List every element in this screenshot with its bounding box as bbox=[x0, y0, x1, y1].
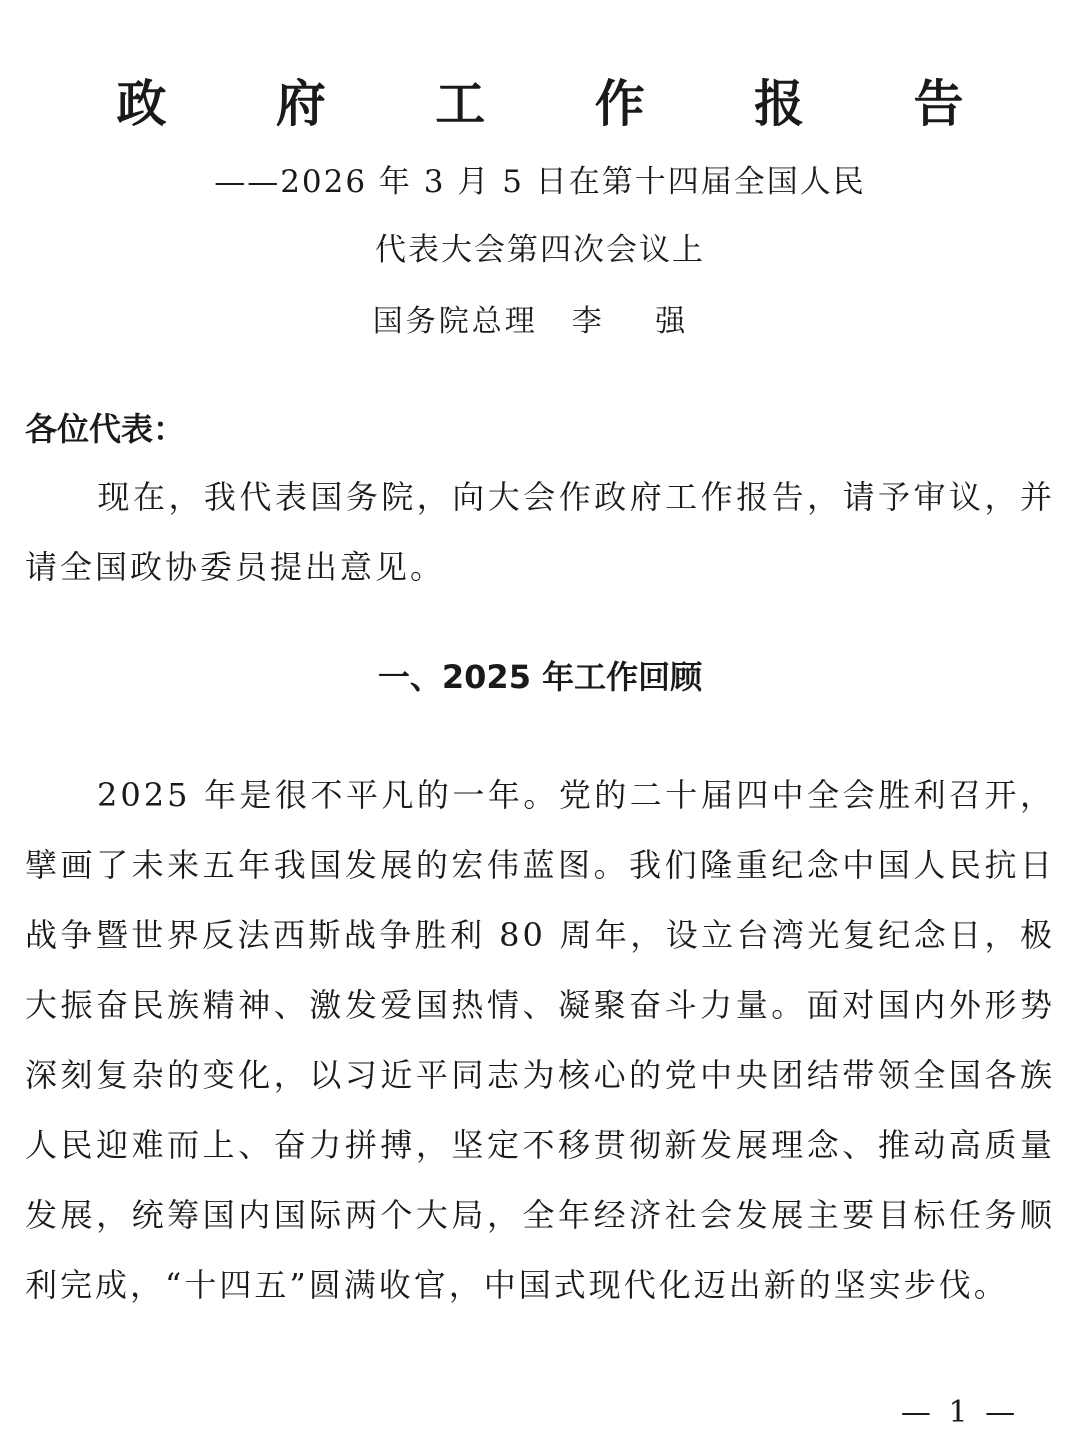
paragraph-intro-text: 现在，我代表国务院，向大会作政府工作报告，请予审议，并请全国政协委员提出意见。 bbox=[25, 478, 1055, 586]
speaker-line bbox=[0, 302, 1080, 342]
section-heading: 一、2025 年工作回顾 bbox=[377, 658, 703, 696]
paragraph-review bbox=[25, 760, 1055, 1320]
salutation: 各位代表： bbox=[25, 410, 186, 448]
speaker-title: 国务院总理 bbox=[372, 304, 538, 339]
document-subtitle-line2: 代表大会第四次会议上 bbox=[375, 232, 705, 268]
document-subtitle-line1: ——2026 年 3 月 5 日在第十四届全国人民 bbox=[214, 164, 866, 200]
page-number: — 1 — bbox=[900, 1395, 1020, 1430]
document-title: 政 府 工 作 报 告 bbox=[116, 74, 1010, 133]
speaker-name: 李 强 bbox=[571, 304, 708, 339]
paragraph-intro bbox=[25, 462, 1055, 602]
paragraph-review-text: 2025 年是很不平凡的一年。党的二十届四中全会胜利召开，擘画了未来五年我国发展的宏伟蓝图。我们隆重纪念中国人民抗日战争暨世界反法西斯战争胜利 80 周年，设立台湾光复纪念日，极大振奋民族精神、激发爱国热情、凝聚奋斗力量。面对国内外形势深刻复杂的变化，以习近平同志为核心的党中央团结带领全国各族人民迎难而上、奋力拼搏，坚定不移贯彻新发展理念、推动高质量发展，统筹国内国际两个大局，全年经济社会发展主要目标任务顺利完成，“十四五”圆满收官，中国式现代化迈出新的坚实步伐。 bbox=[25, 776, 1055, 1304]
